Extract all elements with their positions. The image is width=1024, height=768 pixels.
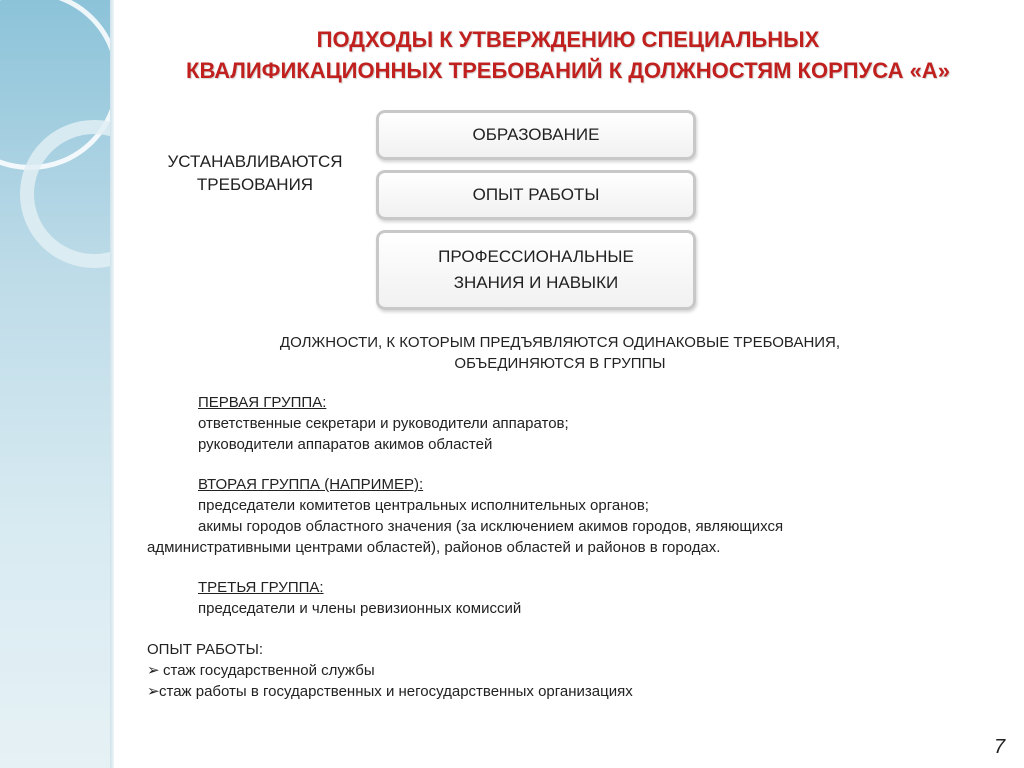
group-heading-second: ВТОРАЯ ГРУППА (НАПРИМЕР): xyxy=(198,476,424,493)
group-item: председатели комитетов центральных исполнительных органов; xyxy=(198,497,649,514)
group-item: ответственные секретари и руководители аппаратов; xyxy=(198,415,569,432)
experience-bullet-text: стаж работы в государственных и негосударственных организациях xyxy=(159,683,633,700)
group-item: руководители аппаратов акимов областей xyxy=(198,436,493,453)
requirement-box-skills xyxy=(376,230,696,310)
arrow-bullet-icon: ➢ xyxy=(147,683,160,700)
experience-bullet xyxy=(147,660,375,681)
experience-bullet xyxy=(147,681,633,702)
groups-note xyxy=(200,332,920,374)
requirements-label xyxy=(150,150,360,196)
group-item: председатели и члены ревизионных комиссий xyxy=(198,600,522,617)
slide-title-line: КВАЛИФИКАЦИОННЫХ ТРЕБОВАНИЙ К ДОЛЖНОСТЯМ КОРПУСА «А» xyxy=(186,58,950,83)
group-item: акимы городов областного значения (за исключением акимов городов, являющихся xyxy=(198,518,784,535)
requirements-label-line: ТРЕБОВАНИЯ xyxy=(196,175,314,194)
requirement-box-label: ОПЫТ РАБОТЫ xyxy=(472,185,600,204)
groups-note-line: ДОЛЖНОСТИ, К КОТОРЫМ ПРЕДЪЯВЛЯЮТСЯ ОДИНАКОВЫЕ ТРЕБОВАНИЯ, xyxy=(279,334,841,351)
decorative-side-band xyxy=(0,0,114,768)
experience-bullet-text: стаж государственной службы xyxy=(163,662,375,679)
slide-title-line: ПОДХОДЫ К УТВЕРЖДЕНИЮ СПЕЦИАЛЬНЫХ xyxy=(316,27,820,52)
requirement-box-experience xyxy=(376,170,696,220)
requirement-box-education xyxy=(376,110,696,160)
requirement-box-label: ОБРАЗОВАНИЕ xyxy=(472,125,600,144)
requirement-box-label: ПРОФЕССИОНАЛЬНЫЕ xyxy=(438,247,634,266)
experience-heading: ОПЫТ РАБОТЫ: xyxy=(147,641,264,658)
slide-title xyxy=(118,24,1018,86)
requirements-label-line: УСТАНАВЛИВАЮТСЯ xyxy=(167,152,343,171)
requirement-box-label: ЗНАНИЯ И НАВЫКИ xyxy=(453,273,619,292)
groups-note-line: ОБЪЕДИНЯЮТСЯ В ГРУППЫ xyxy=(454,355,666,372)
group-heading-third: ТРЕТЬЯ ГРУППА: xyxy=(198,579,324,596)
group-heading-first: ПЕРВАЯ ГРУППА: xyxy=(198,394,327,411)
arrow-bullet-icon: ➢ xyxy=(147,662,160,679)
page-number: 7 xyxy=(994,736,1006,758)
group-item: административными центрами областей), районов областей и районов в городах. xyxy=(147,539,721,556)
